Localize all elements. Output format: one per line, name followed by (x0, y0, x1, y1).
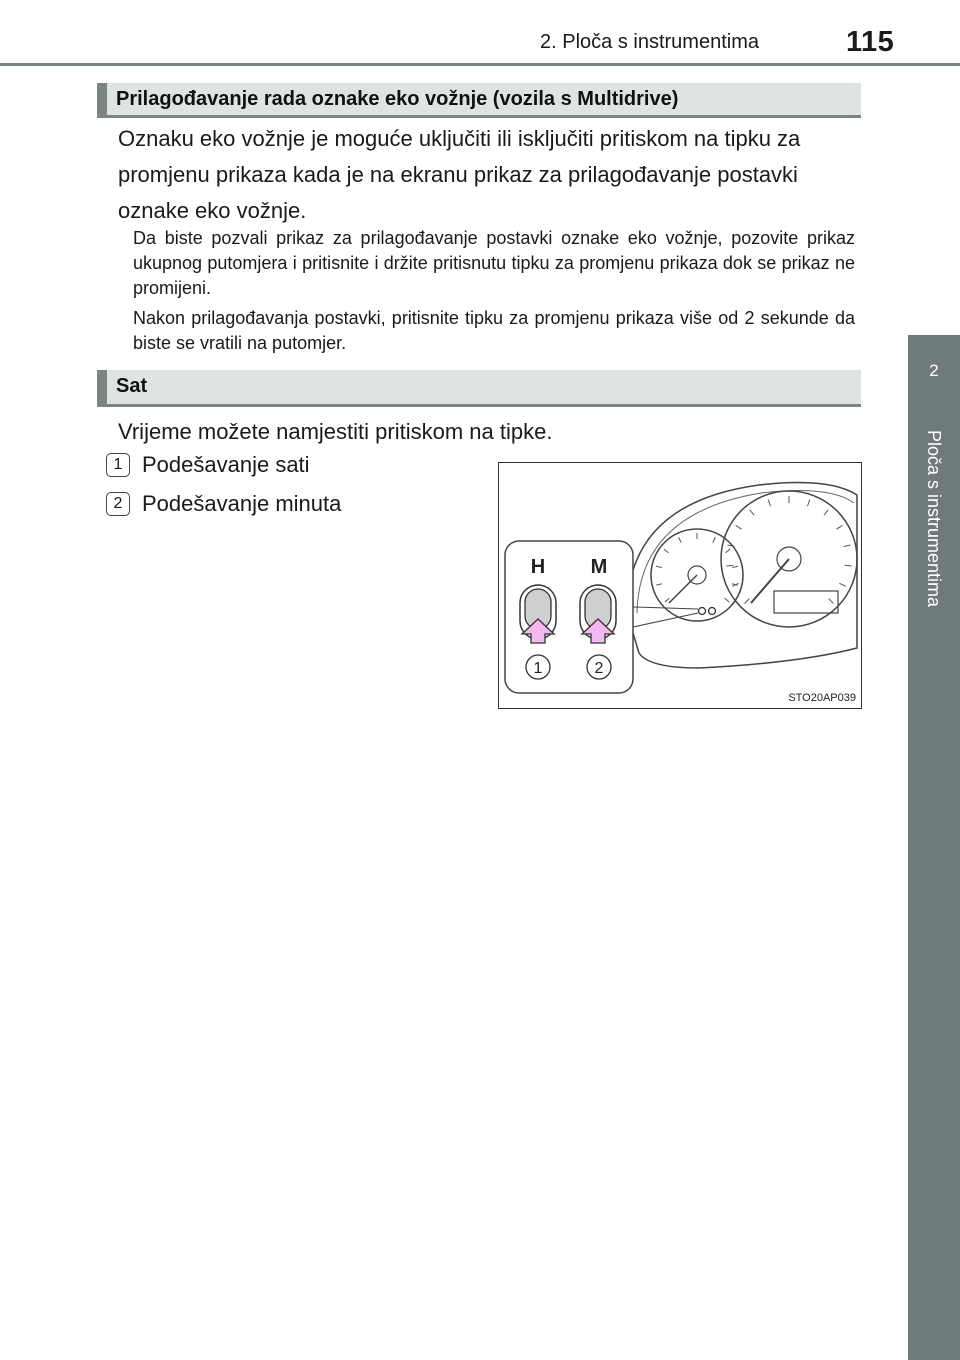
figure-code: STO20AP039 (788, 692, 856, 704)
gauge-tick (725, 598, 730, 602)
gauge-tick (656, 566, 662, 567)
gauge-tick (839, 583, 845, 586)
section-heading-clock (97, 370, 861, 407)
cluster-button-m (709, 608, 716, 615)
gauge-tick (726, 565, 733, 566)
eco-note-1: Da biste pozvali prikaz za prilagođavanje postavki oznake eko vožnje, pozovite prikaz ukupnog putomjera i pritisnite i držite pritisnutu tipku za promjenu prikaza dok se prikaz ne promijeni. (133, 228, 855, 298)
gauge-tick (750, 510, 754, 515)
left-gauge-needle (669, 575, 697, 603)
list-item-hours (106, 452, 310, 478)
gauge-tick (656, 584, 662, 585)
gauge-tick (744, 599, 749, 604)
gauge-tick (725, 549, 730, 553)
callout-number-1: 1 (533, 660, 543, 677)
item-number-badge: 2 (106, 492, 130, 516)
clock-adjust-figure (498, 462, 862, 709)
section-heading-clock-text: Sat (116, 375, 148, 397)
gauge-tick (807, 500, 809, 507)
chapter-side-tab (908, 335, 960, 418)
item-number-badge: 1 (106, 453, 130, 477)
gauge-tick (768, 500, 770, 507)
gauge-tick (836, 525, 842, 529)
gauge-tick (736, 525, 742, 529)
gauge-tick (845, 565, 852, 566)
list-item-label: Podešavanje sati (142, 452, 310, 477)
gauge-tick (829, 599, 834, 604)
gauge-tick (732, 566, 738, 567)
list-item-minutes (106, 491, 341, 517)
callout-number-2: 2 (594, 660, 604, 677)
list-item-label: Podešavanje minuta (142, 491, 342, 516)
button-label-h: H (530, 556, 546, 578)
right-gauge-needle (751, 559, 789, 603)
header-rule (0, 63, 960, 66)
gauge-tick (665, 598, 670, 602)
odometer-display (774, 591, 838, 613)
gauge-tick (824, 510, 828, 515)
button-label-m: M (590, 556, 608, 578)
section-heading-eco (97, 83, 861, 118)
cluster-housing-inner (637, 491, 854, 613)
clock-intro-paragraph: Vrijeme možete namjestiti pritiskom na tipke. (118, 419, 553, 444)
section-heading-eco-text: Prilagođavanje rada oznake eko vožnje (vozila s Multidrive) (116, 88, 679, 110)
page-number: 115 (846, 26, 895, 58)
gauge-tick (844, 545, 851, 547)
gauge-tick (679, 537, 682, 542)
gauge-tick (664, 549, 669, 553)
eco-note-2: Nakon prilagođavanja postavki, pritisnite tipku za promjenu prikaza više od 2 sekunde da biste se vratili na putomjer. (133, 308, 855, 353)
gauge-tick (713, 537, 716, 542)
chapter-side-label: Ploča s instrumentima (924, 430, 944, 608)
header-chapter-title: 2. Ploča s instrumentima (540, 31, 759, 53)
cluster-button-h (699, 608, 706, 615)
instrument-cluster-illustration (499, 463, 863, 710)
eco-intro-paragraph: Oznaku eko vožnje je moguće uključiti ili isključiti pritiskom na tipku za promjenu prikaza kada je na ekranu prikaz za prilagođavanje postavki oznake eko vožnje. (118, 126, 801, 223)
chapter-tab-number: 2 (929, 361, 939, 380)
